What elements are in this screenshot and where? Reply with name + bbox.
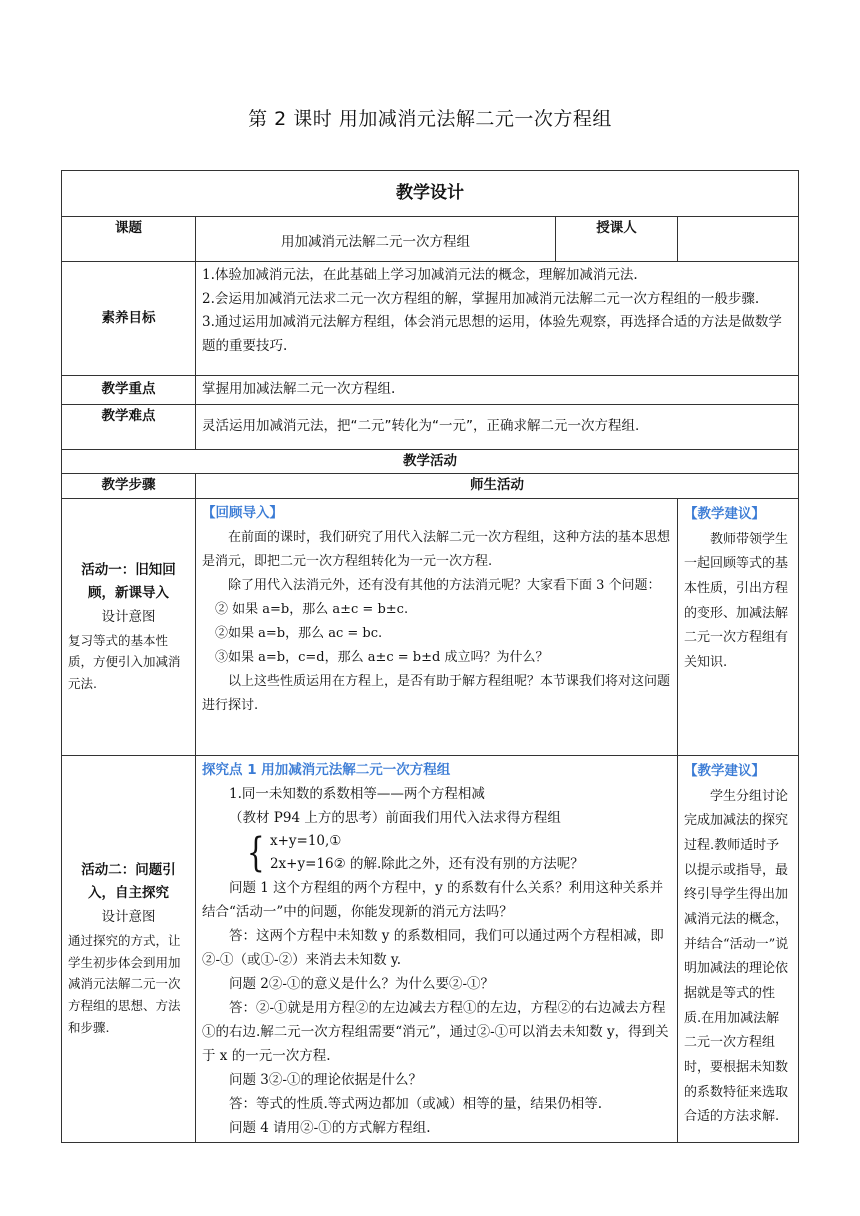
paragraph: 1.同一未知数的系数相等——两个方程相减 bbox=[229, 785, 485, 802]
brace-symbol: { bbox=[246, 829, 265, 876]
teacher-value bbox=[678, 217, 799, 262]
key-label: 教学重点 bbox=[62, 376, 196, 405]
paragraph: 在前面的课时，我们研究了用代入法解二元一次方程组，这种方法的基本思想是消元，即把二元一次方程组转化为一元一次方程. bbox=[202, 529, 671, 569]
page-title: 第 2 课时 用加减消元法解二元一次方程组 bbox=[248, 108, 612, 130]
difficulty-value: 灵活运用加减消元法，把“二元”转化为“一元”，正确求解二元一次方程组. bbox=[196, 404, 799, 449]
property-item: ②如果 a=b，那么 ac = bc. bbox=[215, 626, 383, 642]
paragraph: 问题 3②-①的理论依据是什么？ bbox=[229, 1071, 422, 1088]
equation-system bbox=[202, 830, 671, 876]
lesson-label: 课题 bbox=[62, 217, 196, 262]
activity2-left bbox=[62, 755, 196, 1142]
steps-label: 教学步骤 bbox=[62, 474, 196, 499]
activity1-section-tag: 【回顾导入】 bbox=[202, 504, 283, 521]
paragraph: 答：②-①就是用方程②的左边减去方程①的左边，方程②的右边减去方程①的右边.解二元一次方程组需要“消元”，通过②-①可以消去未知数 y，得到关于 x 的一元一次方程. bbox=[202, 999, 669, 1064]
activity1-left bbox=[62, 498, 196, 755]
goals-cell bbox=[196, 262, 799, 376]
paragraph: 以上这些性质运用在方程上，是否有助于解方程组呢？本节课我们将对这问题进行探讨. bbox=[202, 674, 671, 714]
activity1-design-text: 复习等式的基本性质，方便引入加减消元法. bbox=[68, 632, 181, 692]
lesson-value: 用加减消元法解二元一次方程组 bbox=[196, 217, 556, 262]
goals-label: 素养目标 bbox=[62, 262, 196, 376]
goal-item: 3.通过运用加减消元法解方程组，体会消元思想的运用，体验先观察，再选择合适的方法是做数学题的重要技巧. bbox=[202, 314, 782, 354]
teacher-label: 授课人 bbox=[556, 217, 678, 262]
activity2-advice bbox=[678, 755, 799, 1142]
property-item: ② 如果 a=b，那么 a±c = b±c. bbox=[215, 601, 409, 617]
activity1-advice-text: 教师带领学生一起回顾等式的基本性质，引出方程的变形、加减法解二元一次方程组有关知识. bbox=[684, 531, 789, 670]
paragraph: （教材 P94 上方的思考）前面我们用代入法求得方程组 bbox=[229, 809, 561, 826]
activity1-title: 活动一：旧知回顾，新课导入 bbox=[81, 561, 176, 602]
activities-header: 教学活动 bbox=[62, 449, 799, 474]
goal-item: 2.会运用加减消元法求二元一次方程组的解，掌握用加减消元法解二元一次方程组的一般步骤. bbox=[202, 290, 760, 307]
property-item: ③如果 a=b，c=d，那么 a±c = b±d 成立吗？为什么？ bbox=[215, 650, 549, 666]
activity1-advice-tag: 【教学建议】 bbox=[684, 505, 765, 522]
activity1-content bbox=[196, 498, 678, 755]
paragraph: 答：这两个方程中未知数 y 的系数相同，我们可以通过两个方程相减，即②-①（或①-②）来消去未知数 y. bbox=[202, 927, 664, 968]
activity2-advice-tag: 【教学建议】 bbox=[684, 762, 765, 779]
activity1-advice bbox=[678, 498, 799, 755]
activity2-title: 活动二：问题引入，自主探究 bbox=[81, 861, 176, 902]
paragraph: 问题 4 请用②-①的方式解方程组. bbox=[229, 1119, 431, 1136]
activity1-design-label: 设计意图 bbox=[101, 608, 156, 625]
paragraph: 答：等式的性质.等式两边都加（或减）相等的量，结果仍相等. bbox=[229, 1095, 603, 1112]
paragraph: 除了用代入法消元外，还有没有其他的方法消元呢？大家看下面 3 个问题： bbox=[228, 577, 661, 593]
equation-1: x+y=10,① bbox=[269, 832, 342, 849]
activity2-design-text: 通过探究的方式，让学生初步体会到用加减消元法解二元一次方程组的思想、方法和步骤. bbox=[68, 932, 181, 1036]
paragraph: 问题 2②-①的意义是什么？为什么要②-①？ bbox=[229, 975, 495, 992]
teacher-student-label: 师生活动 bbox=[196, 474, 799, 499]
equation-lines bbox=[270, 830, 584, 876]
key-value: 掌握用加减法解二元一次方程组. bbox=[196, 376, 799, 405]
paragraph: 问题 1 这个方程组的两个方程中，y 的系数有什么关系？利用这种关系并结合“活动一”中的问题，你能发现新的消元方法吗？ bbox=[202, 879, 664, 920]
activity2-section-tag: 探究点 1 用加减消元法解二元一次方程组 bbox=[202, 761, 451, 778]
equation-2: 2x+y=16② bbox=[269, 855, 346, 872]
difficulty-label: 教学难点 bbox=[62, 404, 196, 449]
equation-tail: 的解.除此之外，还有没有别的方法呢？ bbox=[345, 855, 584, 872]
lesson-plan-table bbox=[61, 170, 799, 1143]
activity2-design-label: 设计意图 bbox=[101, 909, 156, 926]
activity2-advice-text: 学生分组讨论完成加减法的探究过程.教师适时予以提示或指导，最终引导学生得出加减消元法的概念，并结合“活动一”说明加减法的理论依据就是等式的性质.在用加减法解二元一次方程组时，要根据未知数的系数特征来选取合适的方法求解. bbox=[684, 788, 789, 1125]
activity2-content bbox=[196, 755, 678, 1142]
goal-item: 1.体验加减消元法，在此基础上学习加减消元法的概念，理解加减消元法. bbox=[202, 267, 638, 283]
table-header: 教学设计 bbox=[62, 171, 799, 217]
